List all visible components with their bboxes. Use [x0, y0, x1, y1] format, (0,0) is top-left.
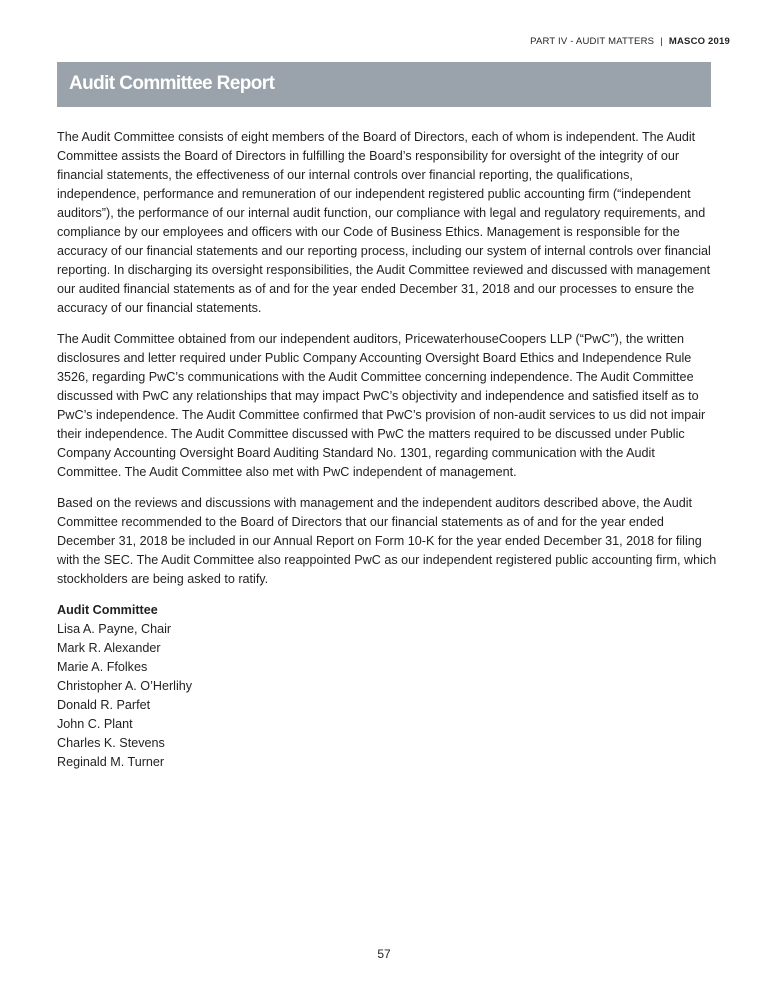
committee-member: Charles K. Stevens: [57, 736, 165, 750]
committee-member: Marie A. Ffolkes: [57, 660, 148, 674]
section-banner: [57, 62, 711, 107]
running-header: [530, 36, 730, 47]
page-title: Audit Committee Report: [69, 73, 275, 94]
committee-signature-block: [57, 601, 717, 772]
committee-member: Reginald M. Turner: [57, 755, 165, 769]
committee-member: John C. Plant: [57, 717, 133, 731]
report-body: [57, 128, 717, 772]
committee-title: Audit Committee: [57, 603, 158, 617]
committee-member: Mark R. Alexander: [57, 641, 161, 655]
committee-member: Christopher A. O’Herlihy: [57, 679, 193, 693]
paragraph-3: Based on the reviews and discussions with management and the independent auditors described above, the Audit Committee recommended to the Board of Directors that our financial statements as of and for the year ended December 31, 2018 be included in our Annual Report on Form 10-K for the year ended December 31, 2018 for filing with the SEC. The Audit Committee also reappointed PwC as our independent registered public accounting firm, which stockholders are being asked to ratify.: [57, 496, 717, 586]
committee-member: Donald R. Parfet: [57, 698, 151, 712]
paragraph-2: The Audit Committee obtained from our independent auditors, PricewaterhouseCoopers LLP (“PwC”), the written disclosures and letter required under Public Company Accounting Oversight Board Ethics and Independence Rule 3526, regarding PwC’s communications with the Audit Committee concerning independence. The Audit Committee discussed with PwC any relationships that may impact PwC’s objectivity and independence and satisfied itself as to PwC’s independence. The Audit Committee confirmed that PwC’s provision of non-audit services to us did not impair their independence. The Audit Committee discussed with PwC the matters required to be discussed under Public Company Accounting Oversight Board Auditing Standard No. 1301, regarding communication with the Audit Committee. The Audit Committee also met with PwC independent of management.: [57, 332, 706, 479]
committee-member: Lisa A. Payne, Chair: [57, 622, 172, 636]
header-section: PART IV - AUDIT MATTERS: [530, 36, 655, 47]
paragraph-1: The Audit Committee consists of eight members of the Board of Directors, each of whom is independent. The Audit Committee assists the Board of Directors in fulfilling the Board’s responsibility for oversight of the integrity of our financial statements, the effectiveness of our internal controls over financial reporting, the qualifications, independence, performance and remuneration of our independent registered public accounting firm (“independent auditors”), the performance of our internal audit function, our compliance with legal and regulatory requirements, and compliance by our employees and officers with our Code of Business Ethics. Management is responsible for the accuracy of our financial statements and our reporting process, including our system of internal controls over financial reporting. In discharging its oversight responsibilities, the Audit Committee reviewed and discussed with management our audited financial statements as of and for the year ended December 31, 2018 and our processes to ensure the accuracy of our financial statements.: [57, 130, 711, 315]
header-brand: MASCO 2019: [668, 36, 730, 47]
page-number: 57: [377, 947, 391, 961]
header-separator: |: [660, 36, 663, 47]
